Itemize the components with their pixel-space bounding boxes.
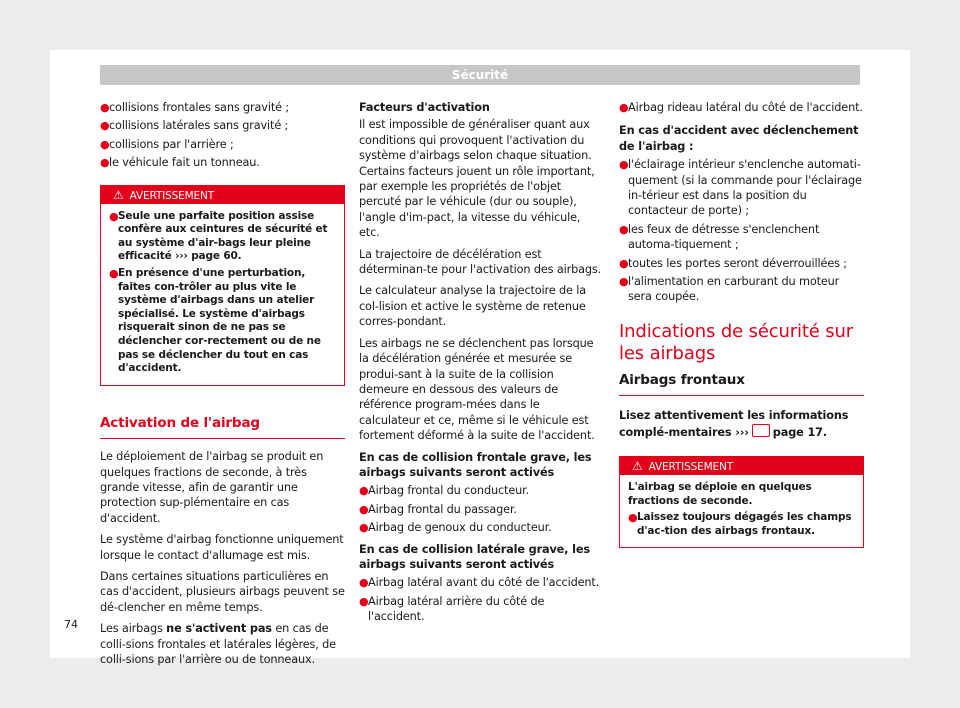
list-item: ● toutes les portes seront déverrouillées ; bbox=[619, 256, 847, 270]
bullet-icon: ● bbox=[359, 594, 369, 608]
section-title: Activation de l'airbag bbox=[100, 402, 345, 439]
paragraph: La trajectoire de décélération est déterminan-te pour l'activation des airbags. bbox=[359, 247, 602, 277]
warning-header: ⚠ AVERTISSEMENT bbox=[620, 457, 863, 475]
list-item: ● l'éclairage intérieur s'enclenche automati-quement (si la commande pour l'éclairage in-térieur est dans la position du contacteur de porte) ; bbox=[619, 158, 862, 218]
chapter-title: Indications de sécurité sur les airbags bbox=[619, 320, 854, 364]
bullet-icon: ● bbox=[109, 267, 119, 280]
column-3 bbox=[619, 100, 864, 556]
page-number: 74 bbox=[64, 618, 78, 631]
bullet-list bbox=[619, 157, 864, 305]
bullet-icon: ● bbox=[100, 156, 110, 170]
list-item: ● Airbag rideau latéral du côté de l'accident. bbox=[619, 101, 863, 114]
bullet-list bbox=[619, 100, 864, 115]
warning-body bbox=[101, 204, 344, 385]
bullet-list bbox=[359, 575, 604, 624]
list-item: ● Laissez toujours dégagés les champs d'ac-tion des airbags frontaux. bbox=[628, 511, 852, 537]
list-item: ● Airbag latéral avant du côté de l'accident. bbox=[359, 576, 600, 590]
bullet-icon: ● bbox=[109, 209, 119, 223]
paragraph: Dans certaines situations particulières en cas d'accident, plusieurs airbags peuvent se dé-clencher en même temps. bbox=[100, 570, 345, 614]
subheading: En cas d'accident avec déclenchement de l'airbag : bbox=[619, 124, 859, 153]
bullet-icon: ● bbox=[100, 137, 110, 151]
list-item: ● Airbag frontal du conducteur. bbox=[359, 484, 530, 498]
bullet-icon: ● bbox=[359, 521, 369, 535]
bullet-icon: ● bbox=[619, 256, 629, 270]
paragraph: Il est impossible de généraliser quant aux conditions qui provoquent l'activation du système d'airbags selon chaque situation. Certains facteurs jouent un rôle important, par exemple les propriétés de l'objet percuté par le véhicule (dur ou souple), l'angle d'im-pact, la vitesse du véhicule, etc. bbox=[359, 118, 595, 240]
bullet-list bbox=[359, 483, 604, 535]
paragraph: Le système d'airbag fonctionne uniquement lorsque le contact d'allumage est mis. bbox=[100, 533, 344, 562]
bullet-icon: ● bbox=[619, 222, 629, 236]
page-header: Sécurité bbox=[100, 65, 860, 85]
list-item: ● Seule une parfaite position assise confère aux ceintures de sécurité et au système d'air-bags leur pleine efficacité ››› page 60. bbox=[109, 209, 328, 263]
bullet-icon: ● bbox=[100, 119, 110, 133]
subheading: Facteurs d'activation bbox=[359, 101, 490, 114]
bullet-icon: ● bbox=[628, 511, 638, 525]
document-page bbox=[50, 50, 910, 667]
list-item: ● l'alimentation en carburant du moteur sera coupée. bbox=[619, 275, 840, 304]
warning-header: ⚠ AVERTISSEMENT bbox=[101, 186, 344, 204]
paragraph: Le déploiement de l'airbag se produit en quelques fractions de seconde, à très grande vitesse, afin de garantir une protection sup-plémentaire en cas d'accident. bbox=[100, 450, 324, 525]
section-title: Airbags frontaux bbox=[619, 373, 864, 396]
warning-triangle-icon: ⚠ bbox=[632, 459, 643, 474]
bullet-icon: ● bbox=[619, 101, 629, 114]
paragraph: Le calculateur analyse la trajectoire de la col-lision et active le système de retenue corres-pondant. bbox=[359, 284, 587, 329]
paragraph: Les airbags ne se déclenchent pas lorsque la décélération générée et mesurée se produi-sant à la suite de la collision demeure en dessous des valeurs de référence program-mées dans le calculateur et ce, même si le véhicule est fortement déformé à la suite de l'accident. bbox=[359, 336, 595, 443]
bullet-icon: ● bbox=[359, 502, 369, 516]
list-item: ● collisions frontales sans gravité ; bbox=[100, 101, 290, 114]
warning-triangle-icon: ⚠ bbox=[113, 187, 124, 202]
bullet-icon: ● bbox=[619, 158, 629, 172]
list-item: ● les feux de détresse s'enclenchent automa-tiquement ; bbox=[619, 222, 820, 252]
list-item: ● Airbag latéral arrière du côté de l'accident. bbox=[359, 594, 545, 624]
list-item: ● En présence d'une perturbation, faites con-trôler au plus vite le système d'airbags dans un atelier spécialisé. Le système d'airbags risquerait sinon de ne pas se déclencher cor-rectement ou de ne pas se déclencher du tout en cas d'accident. bbox=[109, 267, 321, 375]
warning-body bbox=[620, 475, 863, 547]
column-1 bbox=[100, 100, 345, 673]
subheading: En cas de collision latérale grave, les airbags suivants seront activés bbox=[359, 542, 590, 571]
list-item: ● collisions par l'arrière ; bbox=[100, 137, 234, 151]
page-reference-link[interactable]: page 17 bbox=[772, 425, 823, 439]
read-more-note: Lisez attentivement les informations complé-mentaires ››› page 17. bbox=[619, 409, 849, 439]
bullet-icon: ● bbox=[619, 275, 629, 289]
bullet-list bbox=[100, 100, 345, 171]
warning-box bbox=[100, 185, 345, 386]
paragraph: Les airbags ne s'activent pas en cas de colli-sions frontales et latérales légères, de colli-sions par l'arrière ou de tonneaux. bbox=[100, 622, 336, 667]
bullet-icon: ● bbox=[359, 576, 369, 590]
column-2 bbox=[359, 100, 604, 631]
warning-box bbox=[619, 456, 864, 548]
page-reference-link[interactable]: ››› page 60 bbox=[175, 250, 238, 263]
subheading: En cas de collision frontale grave, les airbags suivants seront activés bbox=[359, 450, 592, 479]
warning-text: L'airbag se déploie en quelques fractions de seconde. bbox=[628, 481, 812, 507]
list-item: ● collisions latérales sans gravité ; bbox=[100, 119, 289, 133]
list-item: ● Airbag de genoux du conducteur. bbox=[359, 521, 552, 535]
list-item: ● le véhicule fait un tonneau. bbox=[100, 156, 260, 170]
list-item: ● Airbag frontal du passager. bbox=[359, 502, 517, 516]
book-icon bbox=[752, 424, 770, 437]
bullet-icon: ● bbox=[100, 101, 110, 114]
bullet-icon: ● bbox=[359, 484, 369, 498]
